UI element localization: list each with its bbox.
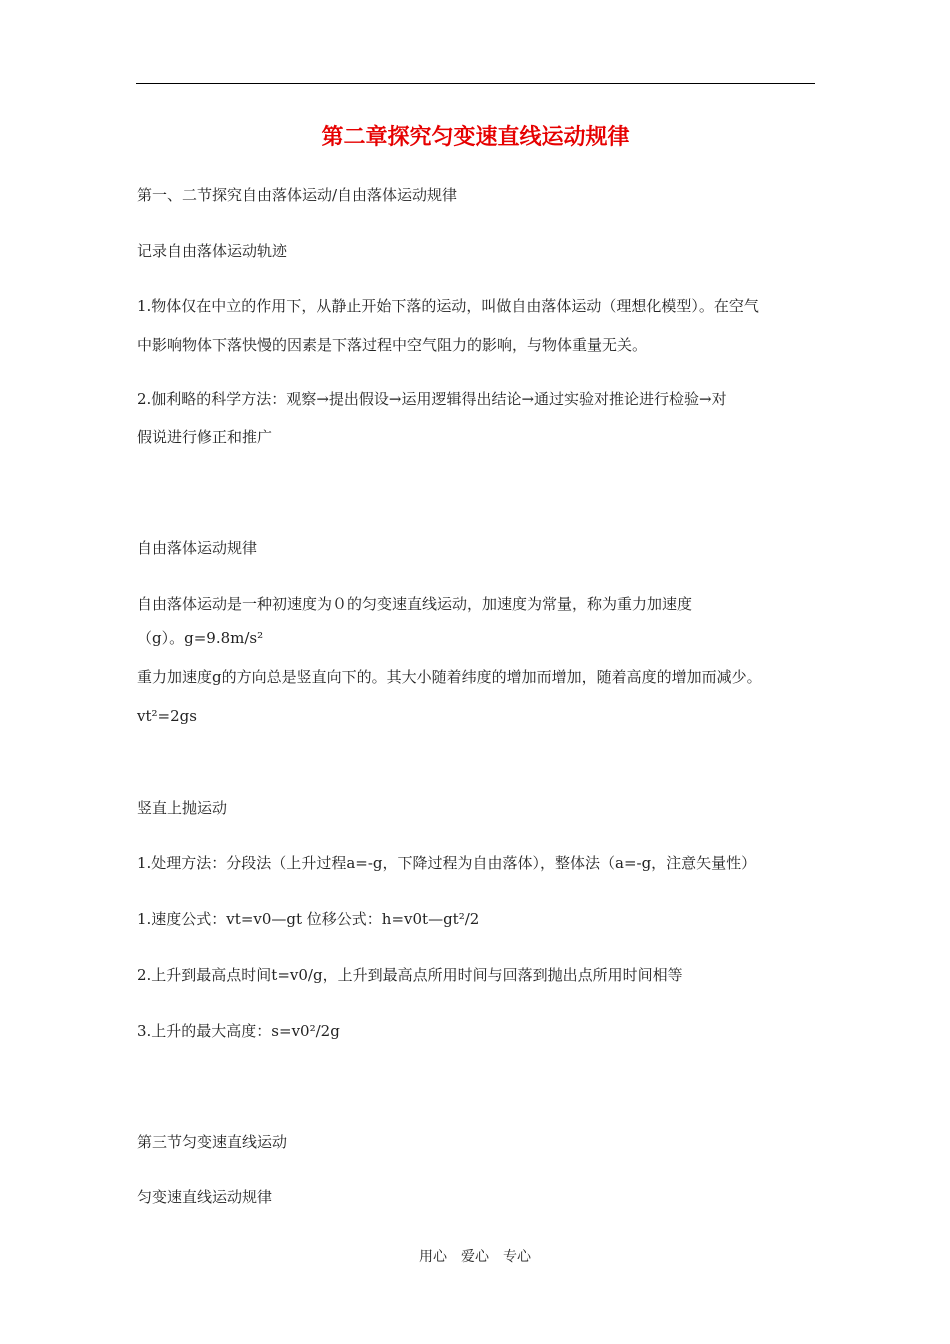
- paragraph-3-line-1: 自由落体运动是一种初速度为０的匀变速直线运动，加速度为常量，称为重力加速度: [137, 595, 693, 613]
- subheading-uniform-laws: 匀变速直线运动规律: [137, 1188, 273, 1206]
- paragraph-2-line-2: 假说进行修正和推广: [137, 428, 273, 446]
- header-rule: [136, 83, 815, 84]
- paragraph-4: 重力加速度g的方向总是竖直向下的。其大小随着纬度的增加而增加，随着高度的增加而减少。: [137, 668, 762, 686]
- paragraph-3-line-2: （g）。g=9.8m/s²: [137, 629, 264, 647]
- paragraph-1-line-1: 1.物体仅在中立的作用下，从静止开始下落的运动，叫做自由落体运动（理想化模型）。在空气: [137, 297, 759, 315]
- section-heading-1-2: 第一、二节探究自由落体运动/自由落体运动规律: [137, 186, 458, 204]
- paragraph-2-line-1: 2.伽利略的科学方法：观察→提出假设→运用逻辑得出结论→通过实验对推论进行检验→对: [137, 390, 727, 408]
- page-footer: 用心 爱心 专心: [419, 1249, 531, 1265]
- paragraph-1-line-2: 中影响物体下落快慢的因素是下落过程中空气阻力的影响，与物体重量无关。: [137, 336, 648, 354]
- paragraph-max-height: 3.上升的最大高度：s=v0²/2g: [137, 1022, 340, 1040]
- subheading-free-fall-laws: 自由落体运动规律: [137, 539, 258, 557]
- subheading-vertical-throw: 竖直上抛运动: [137, 799, 228, 817]
- paragraph-method: 1.处理方法：分段法（上升过程a=-g，下降过程为自由落体），整体法（a=-g，注意矢量性）: [137, 854, 757, 872]
- section-heading-3: 第三节匀变速直线运动: [137, 1133, 288, 1151]
- paragraph-rise-time: 2.上升到最高点时间t=v0/g，上升到最高点所用时间与回落到抛出点所用时间相等: [137, 966, 683, 984]
- subheading-trajectory: 记录自由落体运动轨迹: [137, 242, 288, 260]
- formula-vt2: vt²=2gs: [137, 707, 197, 725]
- page-title: 第二章探究匀变速直线运动规律: [321, 124, 630, 150]
- paragraph-velocity-formula: 1.速度公式：vt=v0—gt 位移公式：h=v0t—gt²/2: [137, 910, 480, 928]
